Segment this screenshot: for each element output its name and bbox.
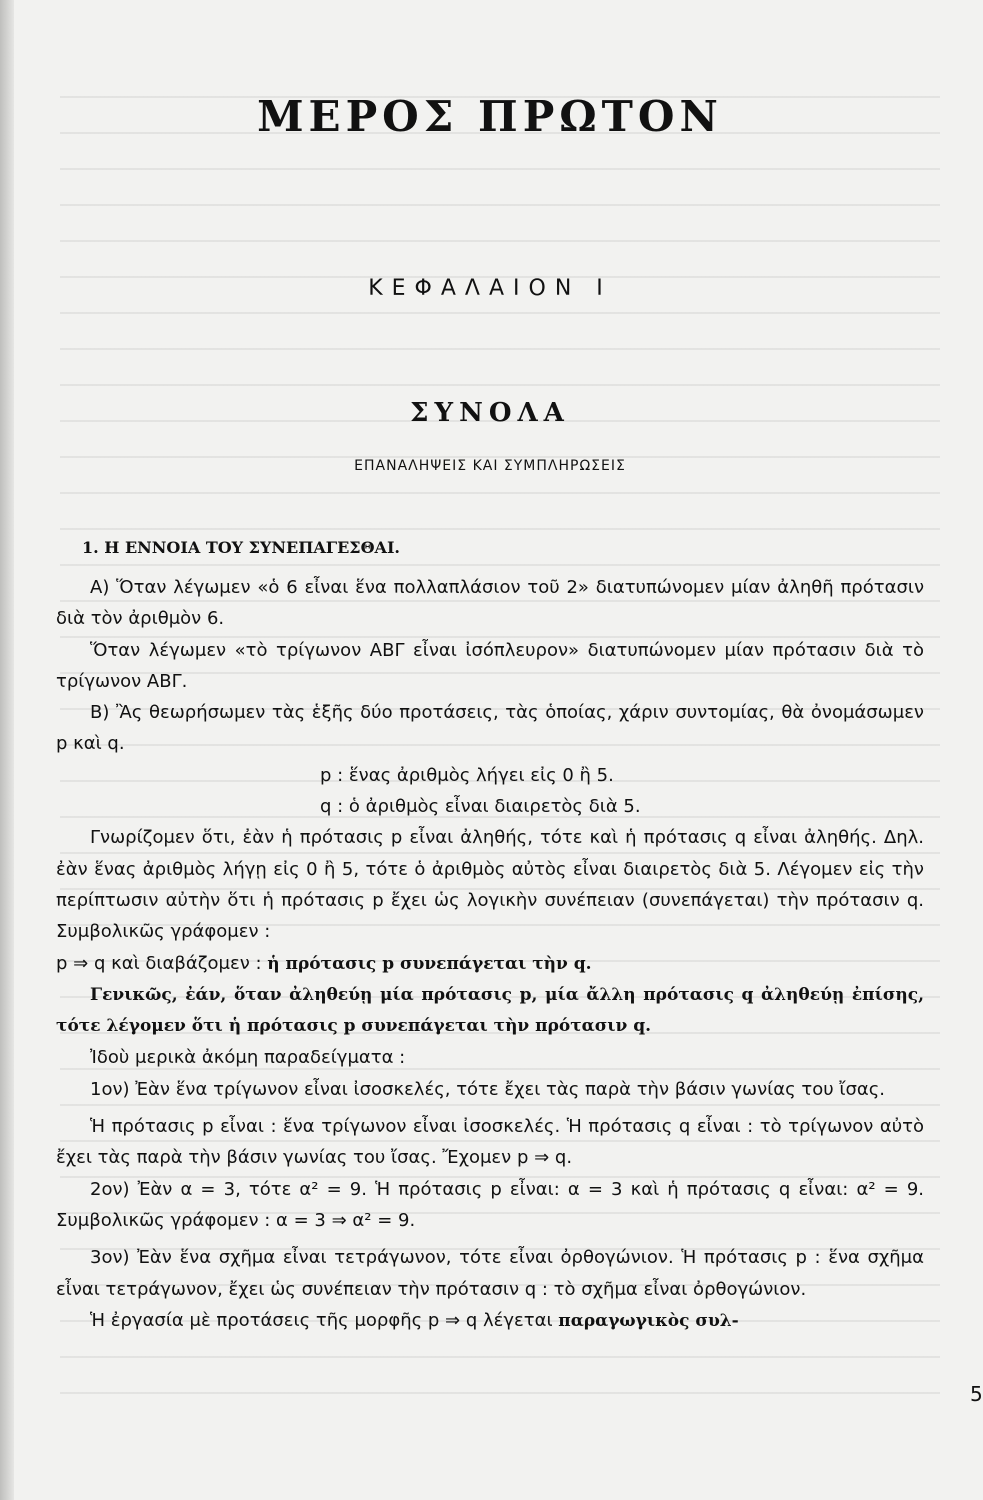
paragraph-closing (56, 1305, 924, 1337)
section-subtitle: ΕΠΑΝΑΛΗΨΕΙΣ ΚΑΙ ΣΥΜΠΛΗΡΩΣΕΙΣ (354, 458, 626, 474)
symbolic-text: p ⇒ q καὶ διαβάζομεν : (56, 952, 262, 974)
example-1: 1ον) Ἐὰν ἕνα τρίγωνον εἶναι ἰσοσκελές, τότε ἔχει τὰς παρὰ τὴν βάσιν γωνίας του ἴσας. (90, 1078, 886, 1100)
paragraph-examples-intro: Ἰδοὺ μερικὰ ἀκόμη παραδείγματα : (90, 1047, 406, 1069)
paragraph-b: Β) Ἂς θεωρήσωμεν τὰς ἑξῆς δύο προτάσεις, τὰς ὁποίας, χάριν συντομίας, θὰ ὀνομάσωμεν p καὶ q. (56, 702, 924, 755)
page-edge (0, 0, 14, 1500)
proposition-p: p : ἕνας ἀριθμὸς λήγει εἰς 0 ἢ 5. (320, 764, 614, 786)
subsection-heading: 1. Η ΕΝΝΟΙΑ ΤΟΥ ΣΥΝΕΠΑΓΕΣΘΑΙ. (82, 538, 400, 557)
closing-text: Ἡ ἐργασία μὲ προτάσεις τῆς μορφῆς p ⇒ q λέγεται (90, 1309, 553, 1331)
paragraph-symbolic (56, 948, 924, 980)
proposition-q: q : ὁ ἀριθμὸς εἶναι διαιρετὸς διὰ 5. (320, 796, 641, 818)
body-text (56, 572, 924, 1337)
paragraph-triangle: Ὅταν λέγωμεν «τὸ τρίγωνον ΑΒΓ εἶναι ἰσόπλευρον» διατυπώνομεν μίαν πρότασιν διὰ τὸ τρίγωνον ΑΒΓ. (56, 639, 924, 692)
chapter-title: ΚΕΦΑΛΑΙΟΝ Ι (368, 276, 612, 301)
part-title: ΜΕΡΟΣ ΠΡΩΤΟΝ (257, 92, 723, 141)
example-1-explanation: Ἡ πρότασις p εἶναι : ἕνα τρίγωνον εἶναι ἰσοσκελές. Ἡ πρότασις q εἶναι : τὸ τρίγωνον αὐτὸ ἔχει τὰς παρὰ τὴν βάσιν γωνίας του ἴσας. Ἔχομεν p ⇒ q. (56, 1116, 924, 1169)
symbolic-reading: ἡ πρότασις p συνεπάγεται τὴν q. (267, 953, 592, 974)
example-3: 3ον) Ἐὰν ἕνα σχῆμα εἶναι τετράγωνον, τότε εἶναι ὀρθογώνιον. Ἡ πρότασις p : ἕνα σχῆμα εἶναι τετράγωνον, ἔχει ὡς συνέπειαν τὴν πρότασιν q : τὸ σχῆμα εἶναι ὀρθογώνιον. (56, 1247, 924, 1300)
page-number: 5 (970, 1382, 983, 1406)
section-title: ΣΥΝΟΛΑ (410, 398, 570, 428)
paragraph-explanation: Γνωρίζομεν ὅτι, ἐὰν ἡ πρότασις p εἶναι ἀληθής, τότε καὶ ἡ πρότασις q εἶναι ἀληθής. Δηλ. ἐὰν ἕνας ἀριθμὸς λήγῃ εἰς 0 ἢ 5, τότε ὁ ἀριθμὸς αὐτὸς εἶναι διαιρετὸς διὰ 5. Λέγομεν εἰς τὴν περίπτωσιν αὐτὴν ὅτι ἡ πρότασις p ἔχει ὡς λογικὴν συνέπειαν (συνεπάγεται) τὴν πρότασιν q. Συμβολικῶς γράφομεν : (56, 827, 924, 943)
paragraph-a: Α) Ὅταν λέγωμεν «ὁ 6 εἶναι ἕνα πολλαπλάσιον τοῦ 2» διατυπώνομεν μίαν ἀληθῆ πρότασιν διὰ τὸν ἀριθμὸν 6. (56, 577, 924, 630)
closing-bold: παραγωγικὸς συλ- (558, 1310, 739, 1331)
example-2: 2ον) Ἐὰν α = 3, τότε α² = 9. Ἡ πρότασις p εἶναι: α = 3 καὶ ἡ πρότασις q εἶναι: α² = 9. Συμβολικῶς γράφομεν : α = 3 ⇒ α² = 9. (56, 1178, 924, 1231)
paragraph-general: Γενικῶς, ἐάν, ὅταν ἀληθεύῃ μία πρότασις p, μία ἄλλη πρότασις q ἀληθεύῃ ἐπίσης, τότε λέγομεν ὅτι ἡ πρότασις p συνεπάγεται τὴν πρότασιν q. (56, 984, 924, 1037)
